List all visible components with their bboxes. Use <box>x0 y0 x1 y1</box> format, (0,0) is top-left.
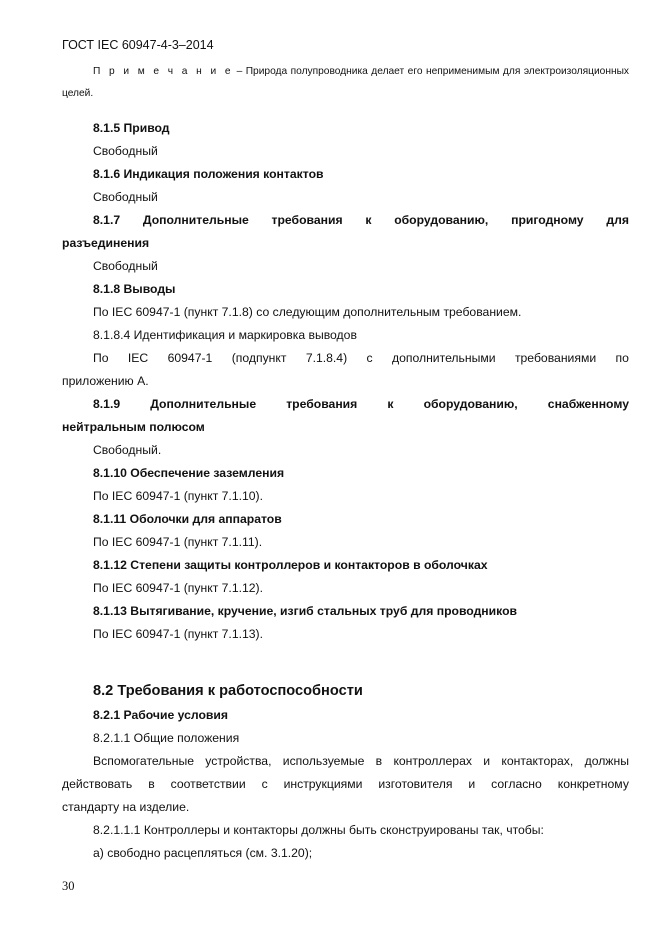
section-8-1-10-text: По IEC 60947-1 (пункт 7.1.10). <box>93 489 263 503</box>
word: IEC <box>127 351 149 365</box>
section-8-1-5-title: 8.1.5 Привод <box>93 121 170 135</box>
section-8-1-13-text: По IEC 60947-1 (пункт 7.1.13). <box>93 627 263 641</box>
word: оборудованию, <box>394 213 489 227</box>
section-8-2-1-title: 8.2.1 Рабочие условия <box>93 708 229 722</box>
word: 60947-1 <box>167 351 213 365</box>
section-8-1-8-4-text <box>62 347 629 370</box>
word: снабженному <box>547 397 629 411</box>
word: 8.1.7 <box>93 213 121 227</box>
word: используемые <box>282 754 365 768</box>
section-8-1-9-title-cont: нейтральным полюсом <box>62 420 205 434</box>
word: контроллерах <box>393 754 472 768</box>
section-8-1-11-title: 8.1.11 Оболочки для аппаратов <box>93 512 282 526</box>
word: требования <box>271 213 343 227</box>
word: в <box>148 777 155 791</box>
word: дополнительными <box>391 351 496 365</box>
section-8-1-6-title: 8.1.6 Индикация положения контактов <box>93 167 324 181</box>
word: инструкциями <box>283 777 363 791</box>
section-8-1-8-4-title: 8.1.8.4 Идентификация и маркировка выводов <box>93 328 357 342</box>
section-8-1-12-text: По IEC 60947-1 (пункт 7.1.12). <box>93 581 263 595</box>
word: требованиями <box>514 351 597 365</box>
word: с <box>261 777 268 791</box>
section-8-2-heading: 8.2 Требования к работоспособности <box>93 683 363 699</box>
section-8-1-11-text: По IEC 60947-1 (пункт 7.1.11). <box>93 535 263 549</box>
word: согласно <box>491 777 542 791</box>
section-8-1-7-text: Свободный <box>93 259 158 273</box>
section-8-1-8-title: 8.1.8 Выводы <box>93 282 176 296</box>
note-text: – Природа полупроводника делает его неприменимым для электроизоляционных целей. <box>62 66 629 99</box>
word: соответствии <box>170 777 246 791</box>
document-header: ГОСТ IEC 60947-4-3–2014 <box>62 38 214 52</box>
word: к <box>387 397 394 411</box>
section-8-1-7-title <box>62 209 629 232</box>
word: 7.1.8.4) <box>305 351 348 365</box>
paragraph-auxiliary-devices <box>62 750 629 773</box>
word: 8.1.9 <box>93 397 121 411</box>
section-8-2-1-1-title: 8.2.1.1 Общие положения <box>93 731 240 745</box>
word: Дополнительные <box>142 213 249 227</box>
word: с <box>366 351 373 365</box>
list-item-a: а) свободно расцепляться (см. 3.1.20); <box>93 846 313 860</box>
section-8-1-5-text: Свободный <box>93 144 158 158</box>
section-8-1-6-text: Свободный <box>93 190 158 204</box>
word: должны <box>584 754 629 768</box>
word: Вспомогательные <box>93 754 194 768</box>
word: действовать <box>62 777 133 791</box>
word: для <box>606 213 629 227</box>
content <box>62 117 629 865</box>
word: устройства, <box>205 754 272 768</box>
paragraph-auxiliary-devices-line3: стандарту на изделие. <box>62 800 190 814</box>
word: контакторах, <box>501 754 574 768</box>
section-8-1-10-title: 8.1.10 Обеспечение заземления <box>93 466 285 480</box>
word: требования <box>286 397 358 411</box>
note-label: П р и м е ч а н и е <box>93 66 234 77</box>
paragraph-8-2-1-1-1: 8.2.1.1.1 Контроллеры и контакторы должны быть сконструированы так, чтобы: <box>93 823 544 837</box>
word: По <box>93 351 109 365</box>
section-8-1-9-title <box>62 393 629 416</box>
word: изготовителя <box>378 777 453 791</box>
word: по <box>615 351 629 365</box>
word: пригодному <box>511 213 584 227</box>
word: Дополнительные <box>150 397 257 411</box>
word: конкретному <box>557 777 629 791</box>
page-number: 30 <box>62 879 75 893</box>
paragraph-auxiliary-devices-line2 <box>62 773 629 796</box>
word: (подпункт <box>231 351 287 365</box>
word: и <box>483 754 491 768</box>
word: к <box>365 213 372 227</box>
section-8-1-12-title: 8.1.12 Степени защиты контроллеров и контакторов в оболочках <box>93 558 488 572</box>
word: в <box>375 754 383 768</box>
section-8-1-7-title-cont: разъединения <box>62 236 150 250</box>
section-8-1-9-text: Свободный. <box>93 443 162 457</box>
word: оборудованию, <box>423 397 518 411</box>
word: и <box>468 777 476 791</box>
section-8-1-8-4-text-cont: приложению А. <box>62 374 149 388</box>
note <box>62 61 629 105</box>
section-8-1-8-text: По IEC 60947-1 (пункт 7.1.8) со следующим дополнительным требованием. <box>93 305 522 319</box>
section-8-1-13-title: 8.1.13 Вытягивание, кручение, изгиб стальных труб для проводников <box>93 604 518 618</box>
